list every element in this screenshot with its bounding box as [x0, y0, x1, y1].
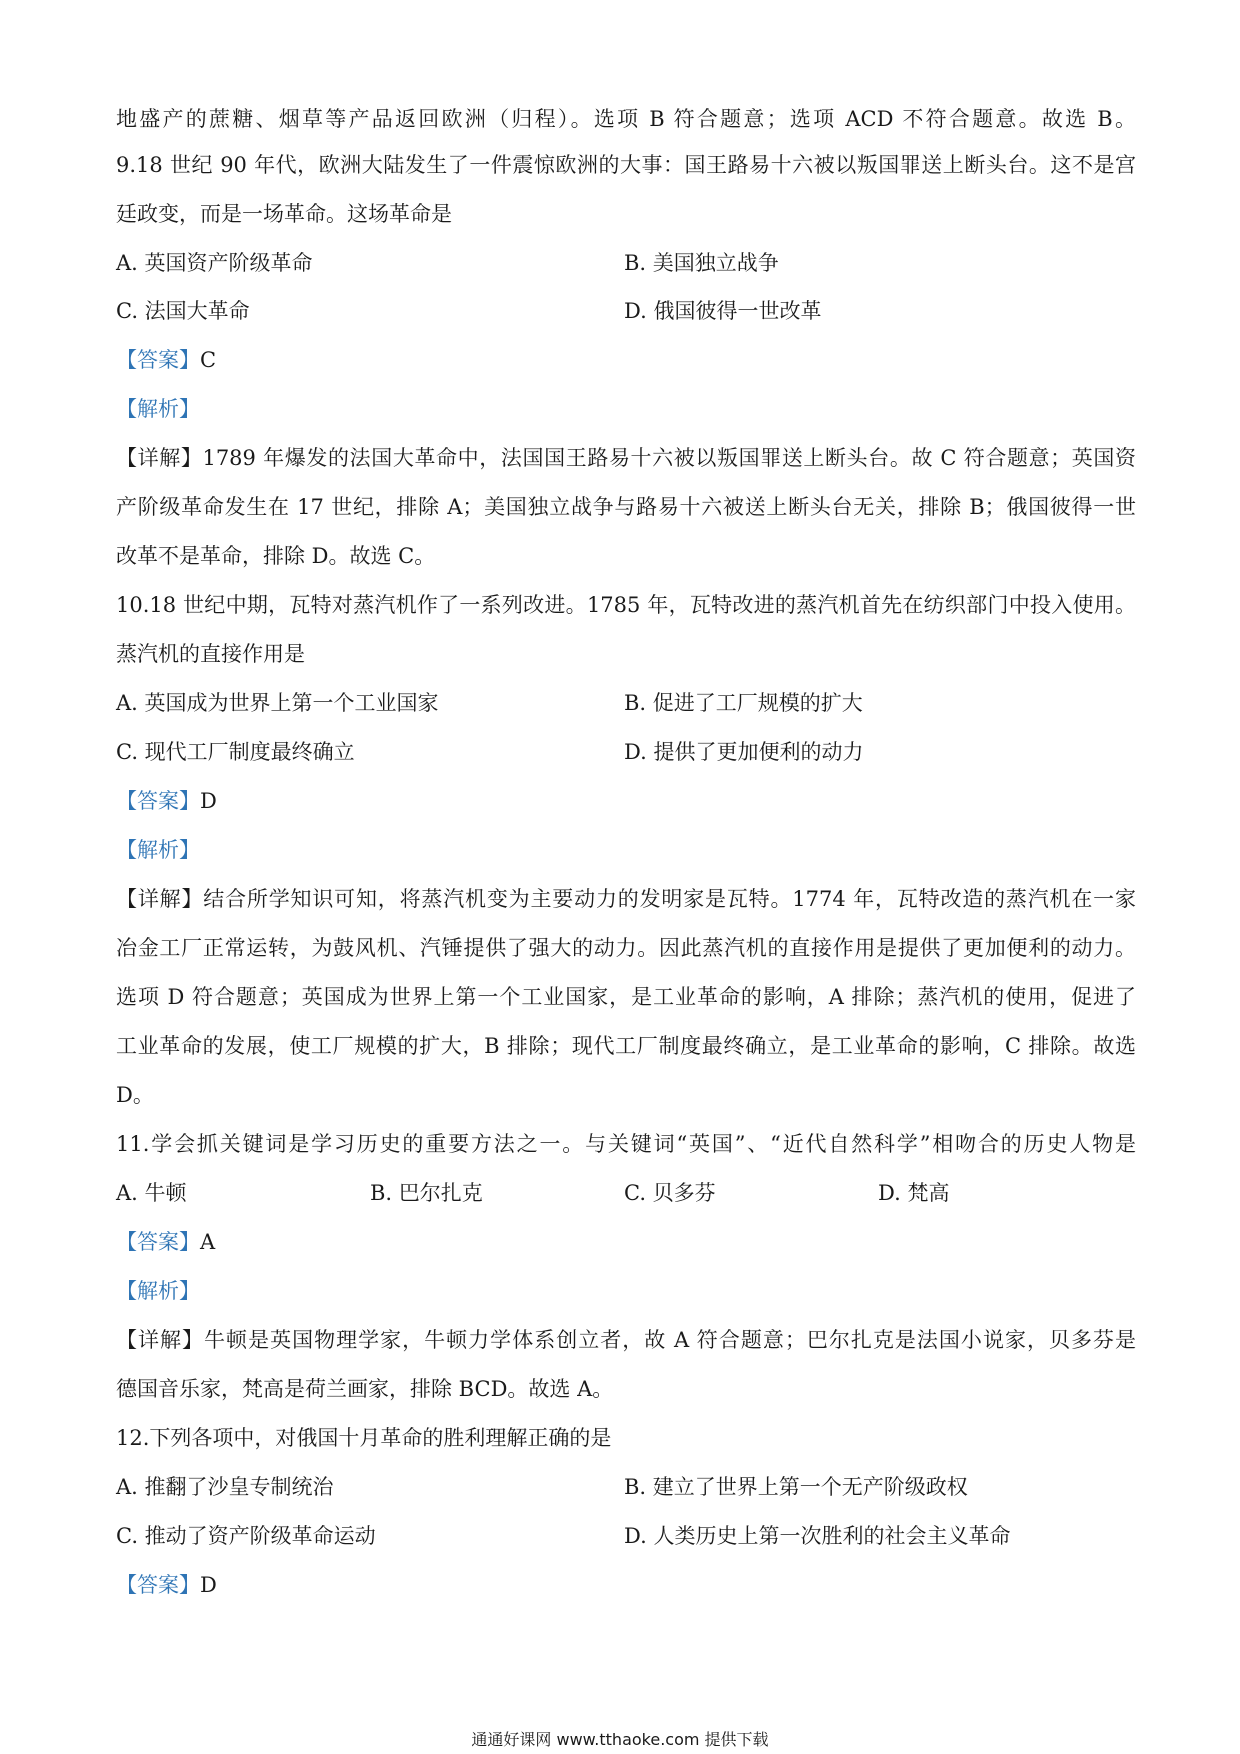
answer-label: 【答案】	[116, 789, 200, 813]
answer-label: 【答案】	[116, 1230, 200, 1254]
q9-answer	[116, 345, 1136, 375]
q10-detail-line-3: 选项 D 符合题意；英国成为世界上第一个工业国家，是工业革命的影响，A 排除；蒸汽机的使用，促进了	[116, 985, 1136, 1009]
analysis-label: 【解析】	[116, 397, 200, 421]
q10-detail-line-4: 工业革命的发展，使工厂规模的扩大，B 排除；现代工厂制度最终确立，是工业革命的影响，C 排除。故选	[116, 1034, 1136, 1058]
detail-text: 1789 年爆发的法国大革命中，法国国王路易十六被以叛国罪送上断头台。故 C 符合题意；英国资	[202, 446, 1136, 470]
q9-analysis-label	[116, 394, 1136, 424]
q11-option-b: B. 巴尔扎克	[370, 1181, 483, 1205]
q9-stem-line-2: 廷政变，而是一场革命。这场革命是	[116, 202, 452, 226]
q10-analysis-label	[116, 835, 1136, 865]
q10-option-d: D. 提供了更加便利的动力	[624, 740, 864, 764]
q11-answer	[116, 1227, 1136, 1257]
q11-detail-line-2: 德国音乐家，梵高是荷兰画家，排除 BCD。故选 A。	[116, 1377, 614, 1401]
analysis-label: 【解析】	[116, 1279, 200, 1303]
q9-detail-line-3: 改革不是革命，排除 D。故选 C。	[116, 544, 436, 568]
q9-option-b: B. 美国独立战争	[624, 251, 779, 275]
answer-value: D	[200, 1573, 217, 1597]
answer-value: C	[200, 348, 217, 372]
detail-label: 【详解】	[116, 887, 204, 911]
answer-value: A	[200, 1230, 216, 1254]
q9-detail-line-2: 产阶级革命发生在 17 世纪，排除 A；美国独立战争与路易十六被送上断头台无关，排除 B；俄国彼得一世	[116, 495, 1136, 519]
detail-text: 结合所学知识可知，将蒸汽机变为主要动力的发明家是瓦特。1774 年，瓦特改造的蒸汽机在一家	[203, 887, 1136, 911]
q10-stem-line-2: 蒸汽机的直接作用是	[116, 642, 305, 666]
detail-label: 【详解】	[116, 1328, 205, 1352]
q10-answer	[116, 786, 1136, 816]
intro-line: 地盛产的蔗糖、烟草等产品返回欧洲（归程）。选项 B 符合题意；选项 ACD 不符合题意。故选 B。	[116, 107, 1136, 131]
analysis-label: 【解析】	[116, 838, 200, 862]
q11-option-c: C. 贝多芬	[624, 1181, 716, 1205]
detail-text: 牛顿是英国物理学家，牛顿力学体系创立者，故 A 符合题意；巴尔扎克是法国小说家，贝多芬是	[204, 1328, 1137, 1352]
q12-option-d: D. 人类历史上第一次胜利的社会主义革命	[624, 1524, 1011, 1548]
q11-detail-line-1	[116, 1325, 1136, 1355]
answer-label: 【答案】	[116, 1573, 200, 1597]
q10-option-b: B. 促进了工厂规模的扩大	[624, 691, 863, 715]
q11-option-d: D. 梵高	[878, 1181, 950, 1205]
q9-detail-line-1	[116, 443, 1136, 473]
q10-option-a: A. 英国成为世界上第一个工业国家	[116, 691, 439, 715]
detail-label: 【详解】	[116, 446, 203, 470]
q12-answer	[116, 1570, 1136, 1600]
q12-option-b: B. 建立了世界上第一个无产阶级政权	[624, 1475, 968, 1499]
answer-label: 【答案】	[116, 348, 200, 372]
q12-option-c: C. 推动了资产阶级革命运动	[116, 1524, 376, 1548]
q9-option-a: A. 英国资产阶级革命	[116, 251, 313, 275]
q10-option-c: C. 现代工厂制度最终确立	[116, 740, 355, 764]
q12-option-a: A. 推翻了沙皇专制统治	[116, 1475, 334, 1499]
q12-stem-line-1: 12.下列各项中，对俄国十月革命的胜利理解正确的是	[116, 1426, 612, 1450]
q10-stem-line-1: 10.18 世纪中期，瓦特对蒸汽机作了一系列改进。1785 年，瓦特改进的蒸汽机首先在纺织部门中投入使用。	[116, 593, 1136, 617]
q9-option-c: C. 法国大革命	[116, 299, 250, 323]
answer-value: D	[200, 789, 217, 813]
q9-stem-line-1: 9.18 世纪 90 年代，欧洲大陆发生了一件震惊欧洲的大事：国王路易十六被以叛国罪送上断头台。这不是宫	[116, 153, 1136, 177]
q11-analysis-label	[116, 1276, 1136, 1306]
q11-option-a: A. 牛顿	[116, 1181, 187, 1205]
page-footer: 通通好课网 www.tthaoke.com 提供下载	[471, 1730, 769, 1749]
q10-detail-line-1	[116, 884, 1136, 914]
q10-detail-line-5: D。	[116, 1083, 154, 1107]
q10-detail-line-2: 冶金工厂正常运转，为鼓风机、汽锤提供了强大的动力。因此蒸汽机的直接作用是提供了更加便利的动力。	[116, 936, 1136, 960]
q9-option-d: D. 俄国彼得一世改革	[624, 299, 822, 323]
q11-stem-line-1: 11.学会抓关键词是学习历史的重要方法之一。与关键词“英国”、“近代自然科学”相吻合的历史人物是	[116, 1132, 1136, 1156]
